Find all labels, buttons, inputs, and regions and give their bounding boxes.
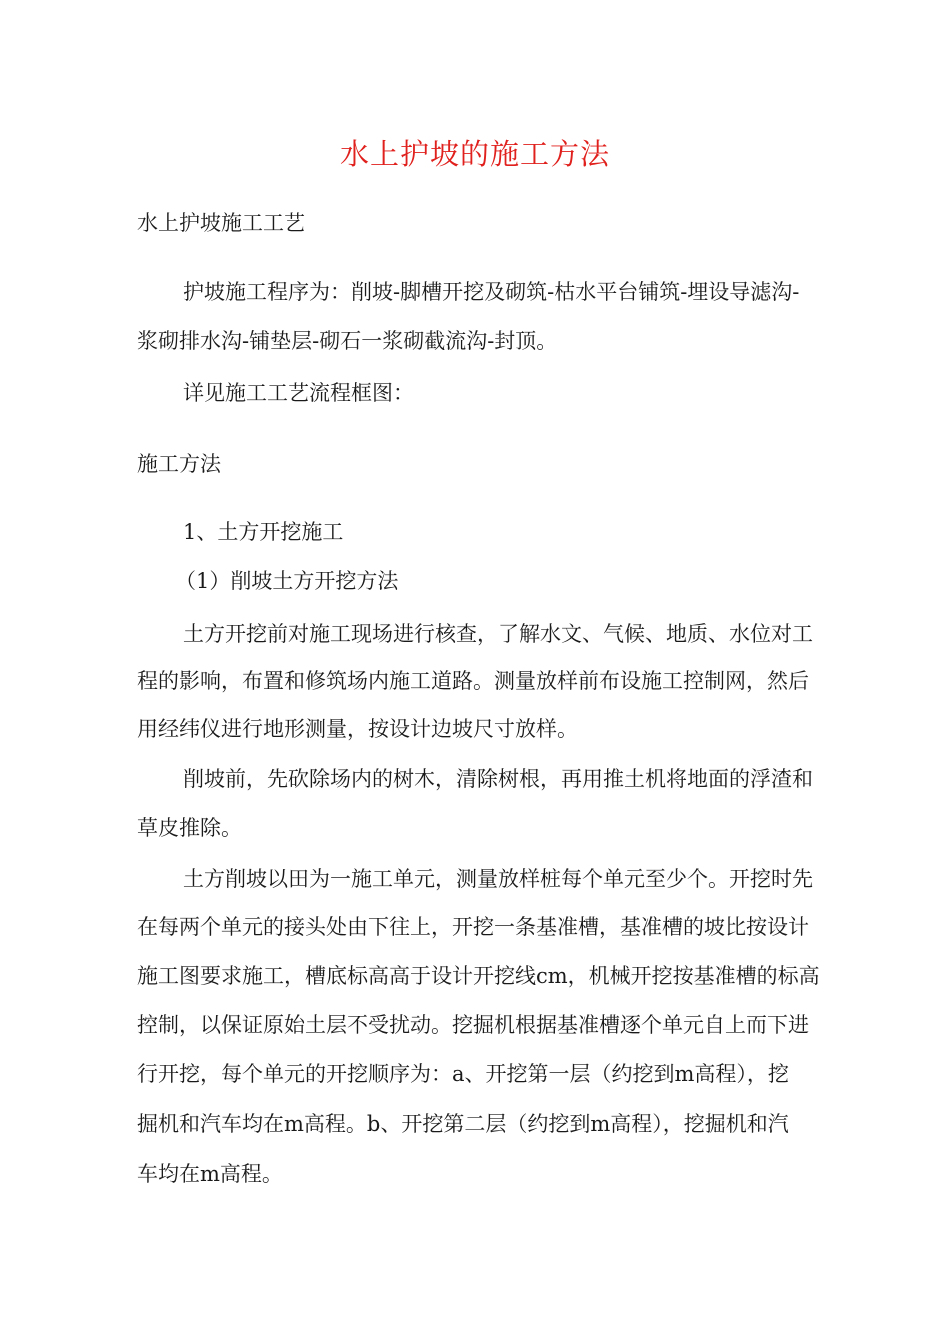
paragraph-line: 土方削坡以田为一施工单元，测量放样桩每个单元至少个。开挖时先 [183, 867, 813, 891]
paragraph-line: 掘机和汽车均在m高程。b、开挖第二层（约挖到m高程），挖掘机和汽 [137, 1112, 789, 1136]
paragraph-line: 行开挖，每个单元的开挖顺序为：a、开挖第一层（约挖到m高程），挖 [137, 1062, 789, 1086]
paragraph-line: 草皮推除。 [137, 816, 242, 840]
heading-construction-method: 施工方法 [137, 452, 221, 476]
heading-construction-process: 水上护坡施工工艺 [137, 211, 305, 235]
paragraph-line: 控制，以保证原始土层不受扰动。挖掘机根据基准槽逐个单元自上而下进 [137, 1013, 809, 1037]
paragraph-line: 护坡施工程序为：削坡-脚槽开挖及砌筑-枯水平台铺筑-埋设导滤沟- [183, 280, 800, 304]
paragraph-line: 施工图要求施工，槽底标高高于设计开挖线cm，机械开挖按基准槽的标高 [137, 964, 820, 988]
document-title: 水上护坡的施工方法 [339, 137, 610, 171]
paragraph-line: 用经纬仪进行地形测量，按设计边坡尺寸放样。 [137, 717, 578, 741]
subsection-heading: （1）削坡土方开挖方法 [175, 569, 399, 593]
paragraph-line: 详见施工工艺流程框图： [183, 381, 414, 405]
paragraph-line: 削坡前，先砍除场内的树木，清除树根，再用推土机将地面的浮渣和 [183, 767, 813, 791]
paragraph-line: 浆砌排水沟-铺垫层-砌石一浆砌截流沟-封顶。 [137, 329, 558, 353]
paragraph-line: 土方开挖前对施工现场进行核查，了解水文、气候、地质、水位对工 [183, 622, 813, 646]
section-heading: 1、土方开挖施工 [183, 520, 344, 544]
paragraph-line: 车均在m高程。 [137, 1162, 283, 1186]
paragraph-line: 在每两个单元的接头处由下往上，开挖一条基准槽，基准槽的坡比按设计 [137, 915, 809, 939]
paragraph-line: 程的影响，布置和修筑场内施工道路。测量放样前布设施工控制网，然后 [137, 669, 809, 693]
